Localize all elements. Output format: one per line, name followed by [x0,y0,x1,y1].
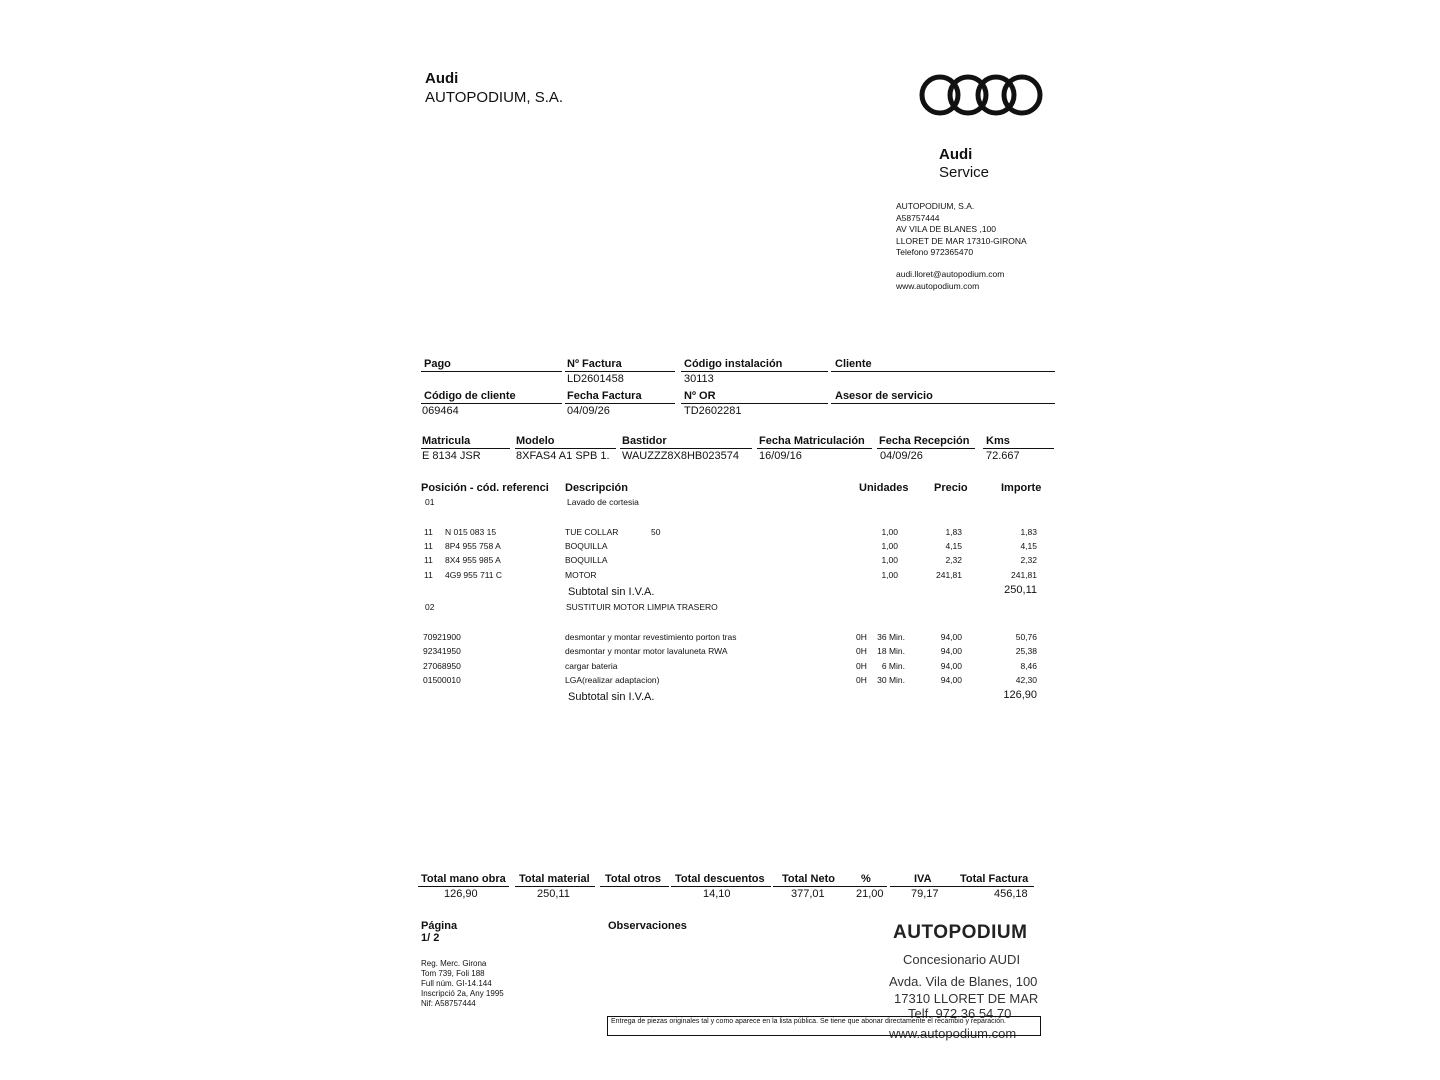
value-matricula: E 8134 JSR [422,450,481,462]
value-modelo: 8XFAS4 A1 SPB 1. [516,450,610,462]
item-amount: 50,76 [1015,632,1037,642]
dealer-line: LLORET DE MAR 17310-GIRONA [896,235,1027,246]
item-desc: BOQUILLA [565,555,608,565]
dealer-line: Telefono 972365470 [896,247,974,257]
item-mins: 36 Min. [877,632,905,642]
registry-line: Full núm. GI-14.144 [421,979,492,988]
item-desc: desmontar y montar revestimiento porton tras [565,632,737,642]
registry-line: Reg. Merc. Girona [421,959,487,968]
item-desc: TUE COLLAR [565,527,619,537]
label-fecha-matriculacion: Fecha Matriculación [757,435,872,449]
brand-name: Audi [425,70,459,87]
item-mins: 30 Min. [877,675,905,685]
total-label-material: Total material [515,873,595,887]
value-kms: 72.667 [986,450,1020,462]
item-mins: 18 Min. [877,646,905,656]
subtotal-value: 126,90 [1003,689,1037,701]
service-label: Service [939,164,990,181]
value-fecha-recepcion: 04/09/26 [880,450,923,462]
item-price: 2,32 [945,555,962,565]
label-factura: Nº Factura [565,358,675,372]
label-bastidor: Bastidor [620,435,752,449]
label-cod-cliente: Código de cliente [421,390,562,404]
item-units: 1,00 [881,527,898,537]
label-modelo: Modelo [515,435,616,449]
item-pos: 11 [424,541,433,551]
item-ref: 8P4 955 758 A [445,541,501,551]
total-label-mano-obra: Total mano obra [418,873,509,887]
page-number: 1/ 2 [421,932,440,944]
value-fecha-factura: 04/09/26 [567,405,610,417]
item-amount: 241,81 [1011,570,1037,580]
section-code: 01 [425,497,435,507]
item-price: 4,15 [945,541,962,551]
total-label-descuentos: Total descuentos [671,873,771,887]
registry-line: Tom 739, Foli 188 [421,969,485,978]
company-name: AUTOPODIUM, S.A. [425,89,564,106]
stamp-line: Telf. 972 36 54 70 [908,1006,1012,1021]
item-pos: 11 [424,570,433,580]
label-cliente: Cliente [831,358,1055,372]
label-pago: Pago [421,358,562,372]
col-importe: Importe [1001,482,1042,494]
value-factura: LD2601458 [567,373,624,385]
item-ref: N 015 083 15 [445,527,497,537]
col-posicion: Posición - cód. referenci [421,482,549,494]
item-price: 94,00 [940,632,962,642]
value-bastidor: WAUZZZ8X8HB023574 [622,450,739,462]
section-title: Lavado de cortesia [567,497,639,507]
label-or: Nº OR [681,390,828,404]
registry-info [421,959,504,1009]
item-price: 1,83 [945,527,962,537]
value-fecha-matriculacion: 16/09/16 [759,450,802,462]
total-label-percent: % [849,873,887,887]
item-amount: 8,46 [1020,661,1037,671]
dealer-email: audi.lloret@autopodium.com [896,269,1005,279]
value-instalacion: 30113 [684,373,714,385]
item-units: 1,00 [881,541,898,551]
dealer-contact [896,269,1004,292]
total-value-factura: 456,18 [994,888,1028,900]
total-value-iva: 79,17 [911,888,939,900]
item-amount: 1,83 [1020,527,1037,537]
item-pos: 11 [424,555,433,565]
total-value-mano-obra: 126,90 [444,888,478,900]
stamp-line: Avda. Vila de Blanes, 100 [889,974,1038,989]
item-desc: MOTOR [565,570,597,580]
item-hours: 0H [856,661,867,671]
stamp-line: Concesionario AUDI [903,952,1021,967]
label-fecha-factura: Fecha Factura [565,390,675,404]
service-brand: Audi [939,146,973,163]
dealer-line: AV VILA DE BLANES ,100 [896,224,997,234]
section-title: SUSTITUIR MOTOR LIMPIA TRASERO [566,602,718,612]
total-value-material: 250,11 [537,888,570,900]
total-label-iva: IVA [890,873,966,887]
item-desc: desmontar y montar motor lavaluneta RWA [565,646,728,656]
stamp-title: AUTOPODIUM [893,922,1028,943]
item-hours: 0H [856,646,867,656]
item-hours: 0H [856,632,867,642]
subtotal-value: 250,11 [1004,584,1037,596]
observaciones-label: Observaciones [608,920,687,932]
dealer-line: A58757444 [896,212,940,223]
item-ref: 27068950 [423,661,461,671]
item-desc: cargar bateria [565,661,618,671]
dealer-line: AUTOPODIUM, S.A. [896,201,975,211]
total-value-percent: 21,00 [856,888,884,900]
item-extra: 50 [651,527,661,537]
item-price: 94,00 [940,661,962,671]
dealer-web: www.autopodium.com [896,280,980,291]
item-amount: 4,15 [1020,541,1037,551]
stamp-line: www.autopodium.com [889,1026,1017,1041]
stamp-line: 17310 LLORET DE MAR [894,991,1039,1006]
item-ref: 70921900 [423,632,461,642]
col-descripcion: Descripción [565,482,628,494]
item-ref: 01500010 [423,675,461,685]
label-matricula: Matricula [421,435,510,449]
item-units: 1,00 [881,555,898,565]
total-label-neto: Total Neto [773,873,850,887]
audi-rings-logo [918,72,1044,118]
label-instalacion: Código instalación [681,358,828,372]
value-or: TD2602281 [684,405,742,417]
item-desc: LGA(realizar adaptacion) [565,675,660,685]
label-fecha-recepcion: Fecha Recepción [877,435,975,449]
label-asesor: Asesor de servicio [831,390,1055,404]
registry-line: Inscripció 2a, Any 1995 [421,989,504,998]
item-price: 94,00 [940,646,962,656]
col-precio: Precio [934,482,968,494]
dealer-address [896,201,1027,259]
total-label-factura: Total Factura [957,873,1034,887]
legal-note: Entrega de piezas originales tal y como aparece en la lista pública. Se tiene que abonar directamente el recambio y reparación. [607,1016,1041,1036]
item-ref: 8X4 955 985 A [445,555,501,565]
item-price: 94,00 [940,675,962,685]
section-code: 02 [425,602,435,612]
page-label: Página [421,920,458,932]
total-value-neto: 377,01 [791,888,825,900]
total-value-descuentos: 14,10 [703,888,731,900]
value-cod-cliente: 069464 [422,405,459,417]
item-amount: 25,38 [1015,646,1037,656]
registry-line: Nif: A58757444 [421,999,476,1008]
item-pos: 11 [424,527,433,537]
item-mins: 6 Min. [881,661,905,671]
total-label-otros: Total otros [600,873,669,887]
item-desc: BOQUILLA [565,541,608,551]
subtotal-label: Subtotal sin I.V.A. [568,691,655,703]
item-ref: 92341950 [423,646,461,656]
col-unidades: Unidades [859,482,909,494]
subtotal-label: Subtotal sin I.V.A. [568,586,655,598]
label-kms: Kms [983,435,1054,449]
item-ref: 4G9 955 711 C [445,570,503,580]
item-amount: 42,30 [1015,675,1037,685]
item-price: 241,81 [936,570,962,580]
item-amount: 2,32 [1020,555,1037,565]
item-hours: 0H [856,675,867,685]
item-units: 1,00 [881,570,898,580]
